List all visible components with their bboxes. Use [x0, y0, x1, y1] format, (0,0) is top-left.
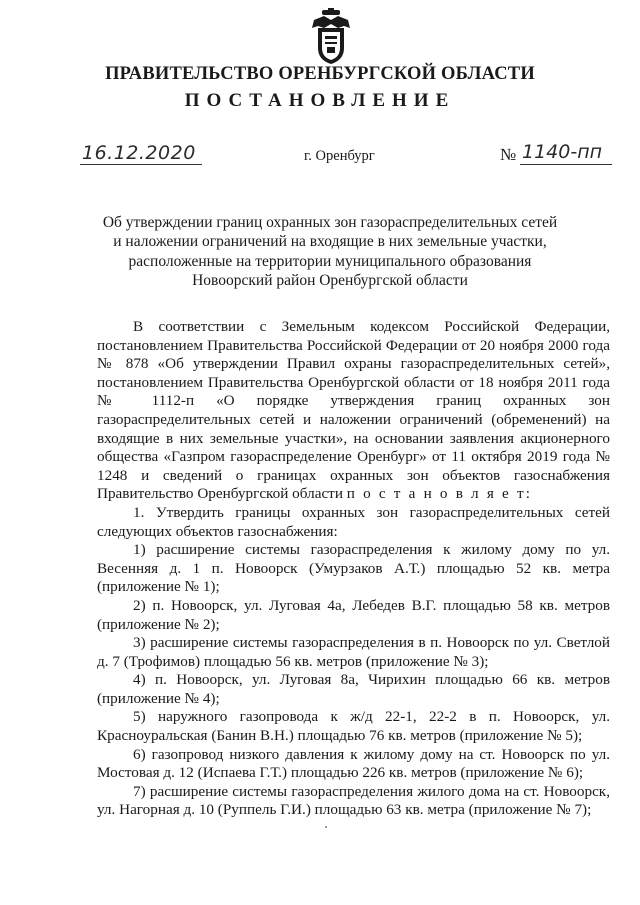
list-item: 7) расширение системы газораспределения жилого дома на ст. Новоорск, ул. Нагорная д. 10 (Руппель Г.И.) площадью 63 кв. метра (приложение № 7); [97, 782, 610, 819]
item-1: 1. Утвердить границы охранных зон газораспределительных сетей следующих объектов газоснабжения: [97, 503, 610, 540]
preamble-text: В соответствии с Земельным кодексом Российской Федерации, постановлением Правительства Российской Федерации от 20 ноября 2000 года № 878 «Об утверждении Правил охраны газораспределительных сетей», постановлением Правительства Оренбургской области от 18 ноября 2011 года № 1112-п «О порядке утверждения границ охранных зон газораспределительных сетей и наложении ограничений (обременений) на входящие в них земельные участки», на основании заявления акционерного общества «Газпром газораспределение Оренбург» от 11 октября 2019 года № 1248 и сведений о границах охранных зон объектов газоснабжения Правительство Оренбургской области [97, 318, 610, 503]
document-number: 1140-пп [522, 141, 603, 163]
number-underline [520, 164, 612, 165]
document-body [97, 318, 610, 820]
title-line: Новоорский район Оренбургской области [192, 272, 468, 290]
document-title [60, 213, 600, 291]
list-item: 3) расширение системы газораспределения в п. Новоорск по ул. Светлой д. 7 (Трофимов) площадью 56 кв. метров (приложение № 3); [97, 634, 610, 670]
date-underline [80, 164, 202, 165]
number-symbol: № [500, 145, 517, 164]
scan-speck [325, 826, 327, 828]
preamble-paragraph [97, 318, 610, 504]
list-item: 6) газопровод низкого давления к жилому дому на ст. Новоорск по ул. Мостовая д. 12 (Испаева Г.Т.) площадью 226 кв. метров (приложение № 6); [97, 745, 610, 782]
government-title: ПРАВИТЕЛЬСТВО ОРЕНБУРГСКОЙ ОБЛАСТИ [105, 64, 535, 84]
list-item: 5) наружного газопровода к ж/д 22-1, 22-2 в п. Новоорск, ул. Красноуральская (Банин В.Н.) площадью 76 кв. метров (приложение № 5); [97, 708, 610, 745]
document-date: 16.12.2020 [82, 142, 196, 164]
list-item: 2) п. Новоорск, ул. Луговая 4а, Лебедев В.Г. площадью 58 кв. метров (приложение № 2); [97, 596, 610, 633]
list-item: 4) п. Новоорск, ул. Луговая 8а, Чирихин площадью 66 кв. метров (приложение № 4); [97, 671, 610, 707]
title-line: и наложении ограничений на входящие в них земельные участки, [113, 233, 547, 251]
coat-of-arms-icon [308, 8, 354, 66]
document-type: ПОСТАНОВЛЕНИЕ [184, 90, 456, 111]
document-city: г. Оренбург [304, 148, 375, 164]
title-line: Об утверждении границ охранных зон газораспределительных сетей [102, 214, 558, 231]
title-line: расположенные на территории муниципального образования [128, 252, 532, 270]
resolves-text: п о с т а н о в л я е т: [346, 485, 533, 503]
list-item: 1) расширение системы газораспределения к жилому дому по ул. Весенняя д. 1 п. Новоорск (Умурзаков А.Т.) площадью 52 кв. метра (приложение № 1); [97, 541, 610, 596]
